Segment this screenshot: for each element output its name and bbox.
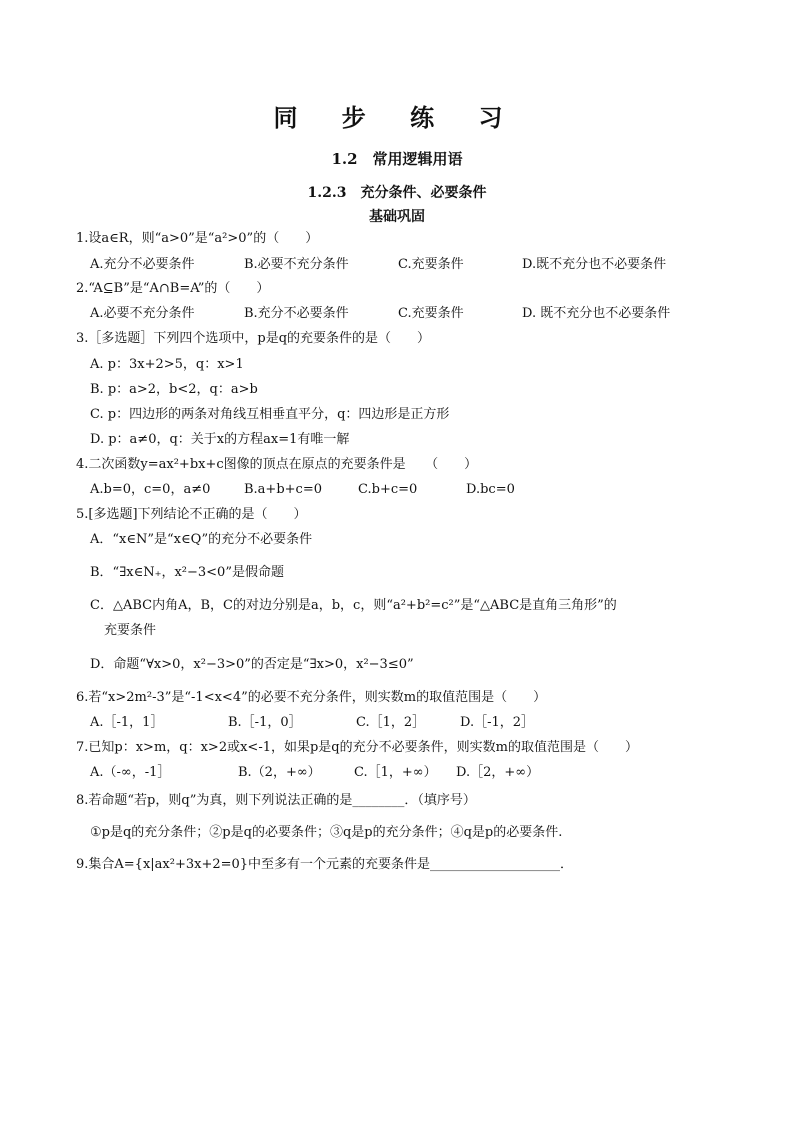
option-c: C.充要条件 — [398, 257, 464, 272]
question-stem: 9.集合A={x|ax²+3x+2=0}中至多有一个元素的充要条件是____________________． — [76, 857, 574, 872]
option-b: B.（2，+∞） — [238, 765, 321, 780]
option-a: A.（-∞，-1］ — [90, 765, 171, 780]
option-c: C.充要条件 — [398, 306, 464, 321]
question-stem: 4.二次函数y=ax²+bx+c图像的顶点在原点的充要条件是 （ ） — [76, 457, 478, 472]
option-b: B. p：a>2，b<2，q：a>b — [90, 382, 258, 397]
option-b: B.［-1，0］ — [228, 715, 302, 730]
option-d: D.［2，+∞） — [456, 765, 540, 780]
option-d: D. 既不充分也不必要条件 — [522, 306, 671, 321]
option-a: A.b=0，c=0，a≠0 — [90, 482, 211, 497]
option-a: A.［-1，1］ — [90, 715, 164, 730]
option-c: C. p：四边形的两条对角线互相垂直平分，q：四边形是正方形 — [90, 407, 450, 422]
statement-list: ①p是q的充分条件；②p是q的必要条件；③q是p的充分条件；④q是p的必要条件. — [90, 825, 563, 840]
option-b: B.充分不必要条件 — [244, 306, 349, 321]
question-stem: 7.已知p：x>m，q：x>2或x<-1，如果p是q的充分不必要条件，则实数m的取值范围是（ ） — [76, 740, 638, 755]
option-c-continued: 充要条件 — [104, 623, 157, 638]
category-heading: 基础巩固 — [369, 209, 425, 225]
page-title: 同 步 练 习 — [273, 103, 521, 132]
question-stem: 1.设a∈R，则“a>0”是“a²>0”的（ ） — [76, 231, 319, 246]
option-d: D.既不充分也不必要条件 — [522, 257, 667, 272]
option-b: B．“∃x∈N₊，x²−3<0”是假命题 — [90, 565, 284, 580]
subsection-heading: 1.2.3 充分条件、必要条件 — [307, 185, 487, 201]
option-a: A．“x∈N”是“x∈Q”的充分不必要条件 — [90, 532, 313, 547]
question-stem: 8.若命题“若p，则q”为真，则下列说法正确的是________．（填序号） — [76, 793, 476, 808]
option-d: D. p：a≠0，q：关于x的方程ax=1有唯一解 — [90, 432, 350, 447]
option-c: C.b+c=0 — [358, 482, 418, 497]
option-b: B.必要不充分条件 — [244, 257, 349, 272]
option-b: B.a+b+c=0 — [244, 482, 322, 497]
option-c: C.［1，2］ — [356, 715, 426, 730]
option-a: A.必要不充分条件 — [90, 306, 195, 321]
question-stem: 5.[多选题]下列结论不正确的是（ ） — [76, 507, 307, 522]
question-stem: 2.“A⊆B”是“A∩B=A”的（ ） — [76, 281, 270, 296]
option-d: D.［-1，2］ — [460, 715, 535, 730]
option-d: D.bc=0 — [466, 482, 515, 497]
option-a: A.充分不必要条件 — [90, 257, 195, 272]
option-d: D．命题“∀x>0，x²−3>0”的否定是“∃x>0，x²−3≤0” — [90, 657, 414, 672]
option-c: C．△ABC内角A，B，C的对边分别是a，b，c，则“a²+b²=c²”是“△ABC是直角三角形”的 — [90, 598, 617, 613]
option-a: A. p：3x+2>5，q：x>1 — [90, 357, 244, 372]
option-c: C.［1，+∞） — [354, 765, 437, 780]
question-stem: 6.若“x>2m²-3”是“-1<x<4”的必要不充分条件，则实数m的取值范围是（ ） — [76, 690, 547, 705]
question-stem: 3.［多选题］下列四个选项中，p是q的充要条件的是（ ） — [76, 331, 431, 346]
section-heading: 1.2 常用逻辑用语 — [331, 150, 463, 168]
